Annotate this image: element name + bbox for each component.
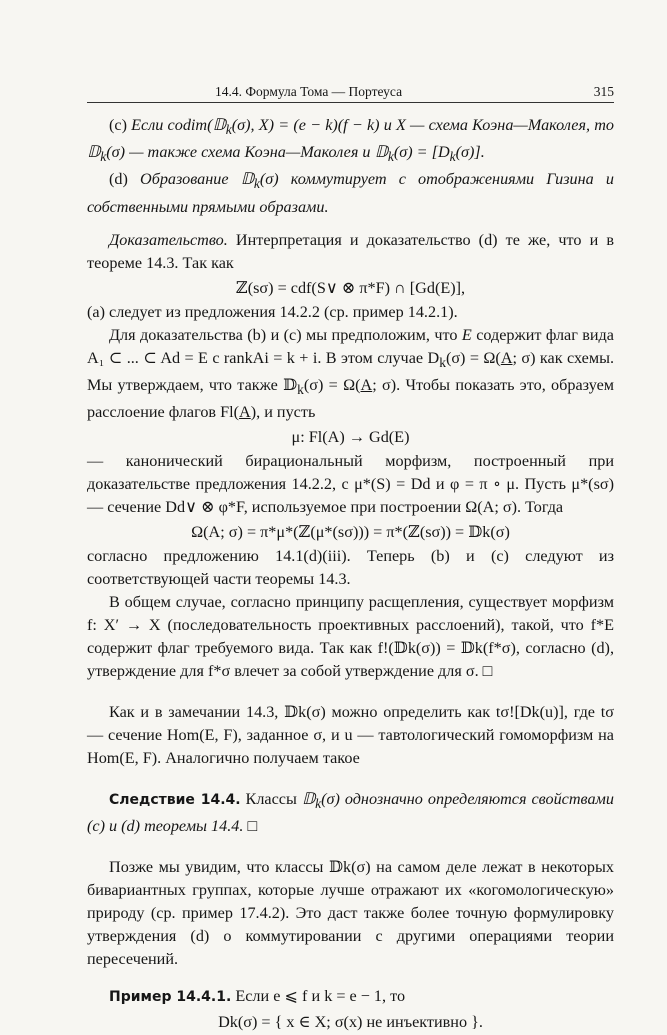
corollary-14-4: Следствие 14.4. Классы 𝔻$_k$(σ) однозначно определяются свойствами (c) и (d) теоремы 14.4. □ [87, 790, 614, 836]
proof-intro: Доказательство. Интерпретация и доказательство (d) те же, что и в теореме 14.3. Так как [87, 230, 614, 272]
book-page [87, 76, 614, 1035]
running-header [87, 76, 614, 103]
display-formula-4: Dk(σ) = { x ∈ X; σ(x) не инъективно }. [218, 1013, 483, 1032]
display-formula-2: μ: Fl(A) → Gd(E) [291, 428, 410, 447]
statement-c: (c) Если codim(𝔻$_k$(σ), X) = (e − k)(f − k) и X — схема Коэна—Маколея, то 𝔻$_k$(σ) — также схема Коэна—Маколея и 𝔻$_k$(σ) = $[D_k(\sigma)]$. [87, 116, 614, 165]
display-formula-3: Ω(A; σ) = π*μ*(ℤ(μ*(sσ))) = π*(ℤ(sσ)) = 𝔻k(σ) [191, 523, 510, 542]
proof-morphism: — канонический бирациональный морфизм, построенный при доказательстве предложения 14.2.2, с μ*(S) = Dd и φ = π ∘ μ. Пусть μ*(sσ) — сечение Dd∨ ⊗ φ*F, используемое при построении Ω(A; σ). Тогда [87, 452, 614, 517]
example-14-4-1: Пример 14.4.1. Если e ⩽ f и k = e − 1, то [109, 987, 406, 1006]
later-paragraph: Позже мы увидим, что классы 𝔻k(σ) на самом деле лежат в некоторых бивариантных группах, которые лучше отражают их «когомологическую» природу (ср. пример 17.4.2). Это даст также более точную формулировку утверждения (d) о коммутировании с другими операциями теории пересечений. [87, 858, 614, 969]
page-number: 315 [593, 84, 614, 99]
running-title: 14.4. Формула Тома — Портеуса [215, 84, 403, 99]
statement-d: (d) Образование 𝔻$_k$(σ) коммутирует с отображениями Гизина и собственными прямыми образами. [87, 170, 614, 216]
proof-part-a: (a) следует из предложения 14.2.2 (ср. пример 14.2.1). [87, 302, 458, 321]
remark-paragraph: Как и в замечании 14.3, 𝔻k(σ) можно определить как tσ![Dk(u)], где tσ — сечение Hom(E, F), заданное σ, и u — тавтологический гомоморфизм на Hom(E, F). Аналогично получаем такое [87, 703, 614, 768]
proof-general-case: В общем случае, согласно принципу расщепления, существует морфизм f: X′ → X (последовательность проективных расслоений), такой, что f*E содержит флаг требуемого вида. Так как f!(𝔻k(σ)) = 𝔻k(f*σ), согласно (d), утверждение для f*σ влечет за собой утверждение для σ. □ [87, 593, 614, 681]
proof-consequence: согласно предложению 14.1(d)(iii). Теперь (b) и (c) следуют из соответствующей части теоремы 14.3. [87, 547, 614, 589]
display-formula-1: ℤ(sσ) = cdf(S∨ ⊗ π*F) ∩ [Gd(E)], [235, 278, 466, 297]
proof-part-b: Для доказательства (b) и (c) мы предположим, что E содержит флаг вида A₁ ⊂ ... ⊂ Ad = E с rankAi = k + i. В этом случае $D_k(\sigma) = \Omega(A$; σ) как схемы. Мы утверждаем, что также 𝔻$_k$(σ) = Ω(A; σ). Чтобы показать это, образуем расслоение флагов Fl(A), и пусть [87, 325, 615, 422]
